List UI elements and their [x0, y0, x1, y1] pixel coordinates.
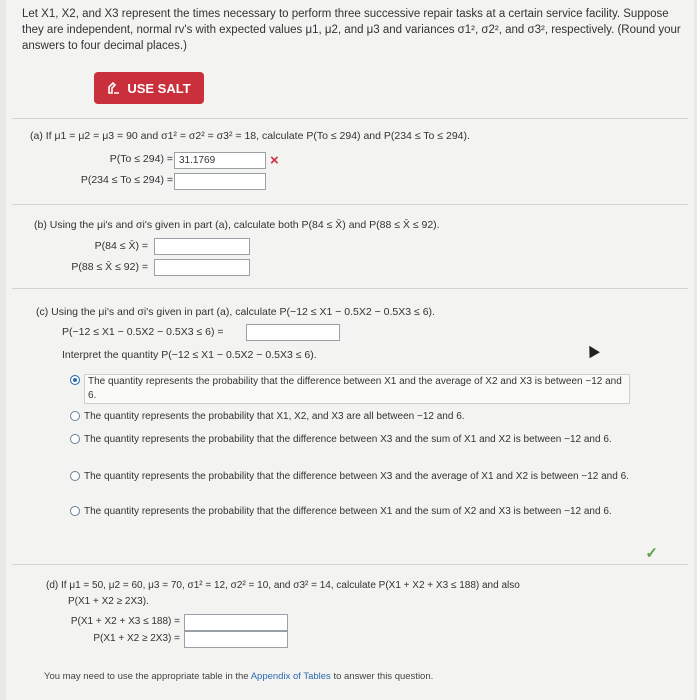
radio-icon[interactable]	[70, 411, 80, 421]
part-a-question: (a) If μ1 = μ2 = μ3 = 90 and σ1² = σ2² = σ3² = 18, calculate P(To ≤ 294) and P(234 ≤ To ≤ 294).	[30, 130, 470, 142]
divider	[12, 288, 688, 289]
use-salt-label: USE SALT	[127, 80, 191, 96]
part-b-row2-input[interactable]	[154, 259, 250, 276]
option-3[interactable]	[70, 470, 630, 484]
option-label: The quantity represents the probability that the difference between X3 and the average of X1 and X2 is between −12 and 6.	[84, 471, 629, 482]
part-a-row2-input[interactable]	[174, 173, 266, 190]
incorrect-icon: ×	[270, 152, 279, 169]
appendix-link[interactable]: Appendix of Tables	[250, 671, 331, 682]
salt-icon	[107, 81, 121, 95]
option-label: The quantity represents the probability that X1, X2, and X3 are all between −12 and 6.	[84, 411, 465, 422]
part-c-row1-input[interactable]	[246, 324, 340, 341]
use-salt-button[interactable]	[94, 72, 204, 104]
option-label: The quantity represents the probability that the difference between X3 and the sum of X1 and X2 is between −12 and 6.	[84, 434, 612, 445]
option-1[interactable]	[70, 410, 630, 424]
divider	[12, 118, 688, 119]
radio-selected-icon[interactable]	[70, 375, 80, 385]
part-d-question: (d) If μ1 = 50, μ2 = 60, μ3 = 70, σ1² = 12, σ2² = 10, and σ3² = 14, calculate P(X1 + X2 + X3 ≤ 188) and also	[46, 580, 520, 591]
radio-icon[interactable]	[70, 506, 80, 516]
part-b-row1-label: P(84 ≤ X̄) =	[94, 240, 148, 252]
part-d-row1-input[interactable]	[184, 614, 288, 631]
part-d-row1-label: P(X1 + X2 + X3 ≤ 188) =	[70, 616, 180, 627]
divider	[12, 564, 688, 565]
divider	[12, 204, 688, 205]
part-c-interpret-prompt: Interpret the quantity P(−12 ≤ X1 − 0.5X2 − 0.5X3 ≤ 6).	[62, 349, 317, 361]
part-a-row1-input[interactable]: 31.1769	[174, 152, 266, 169]
mouse-cursor-icon	[584, 343, 600, 359]
correct-check-icon: ✓	[645, 545, 658, 562]
part-d-question-cont: P(X1 + X2 ≥ 2X3).	[68, 596, 149, 607]
problem-intro: Let X1, X2, and X3 represent the times necessary to perform three successive repair tasks at a certain service facility. Suppose they are independent, normal rv's with expected values μ1, μ2, and μ3 and variances σ1², σ2², and σ3², respectively. (Round your answers to four decimal places.)	[22, 8, 681, 52]
part-b-row2-label: P(88 ≤ X̄ ≤ 92) =	[71, 261, 148, 273]
option-label: The quantity represents the probability that the difference between X1 and the sum of X2 and X3 is between −12 and 6.	[84, 506, 612, 517]
option-4[interactable]	[70, 505, 630, 519]
part-b-question: (b) Using the μi's and σi's given in part (a), calculate both P(84 ≤ X̄) and P(88 ≤ X̄ ≤ 92).	[34, 219, 440, 231]
part-b-row1-input[interactable]	[154, 238, 250, 255]
part-a-row2-label: P(234 ≤ To ≤ 294) =	[80, 174, 173, 186]
part-a-row1-label: P(To ≤ 294) =	[109, 153, 173, 165]
option-2[interactable]	[70, 433, 630, 447]
part-d-row2-label: P(X1 + X2 ≥ 2X3) =	[93, 633, 180, 644]
part-c-question: (c) Using the μi's and σi's given in part (a), calculate P(−12 ≤ X1 − 0.5X2 − 0.5X3 ≤ 6).	[36, 306, 435, 318]
radio-icon[interactable]	[70, 434, 80, 444]
footer-prefix: You may need to use the appropriate table in the	[44, 671, 251, 682]
option-0[interactable]	[70, 374, 630, 404]
footer-note	[44, 671, 433, 682]
part-c-row1-label: P(−12 ≤ X1 − 0.5X2 − 0.5X3 ≤ 6) =	[62, 326, 224, 338]
footer-suffix: to answer this question.	[330, 671, 434, 682]
radio-icon[interactable]	[70, 471, 80, 481]
option-label: The quantity represents the probability that the difference between X1 and the average of X2 and X3 is between −12 and 6.	[84, 374, 630, 404]
question-panel	[6, 0, 694, 700]
part-d-row2-input[interactable]	[184, 631, 288, 648]
